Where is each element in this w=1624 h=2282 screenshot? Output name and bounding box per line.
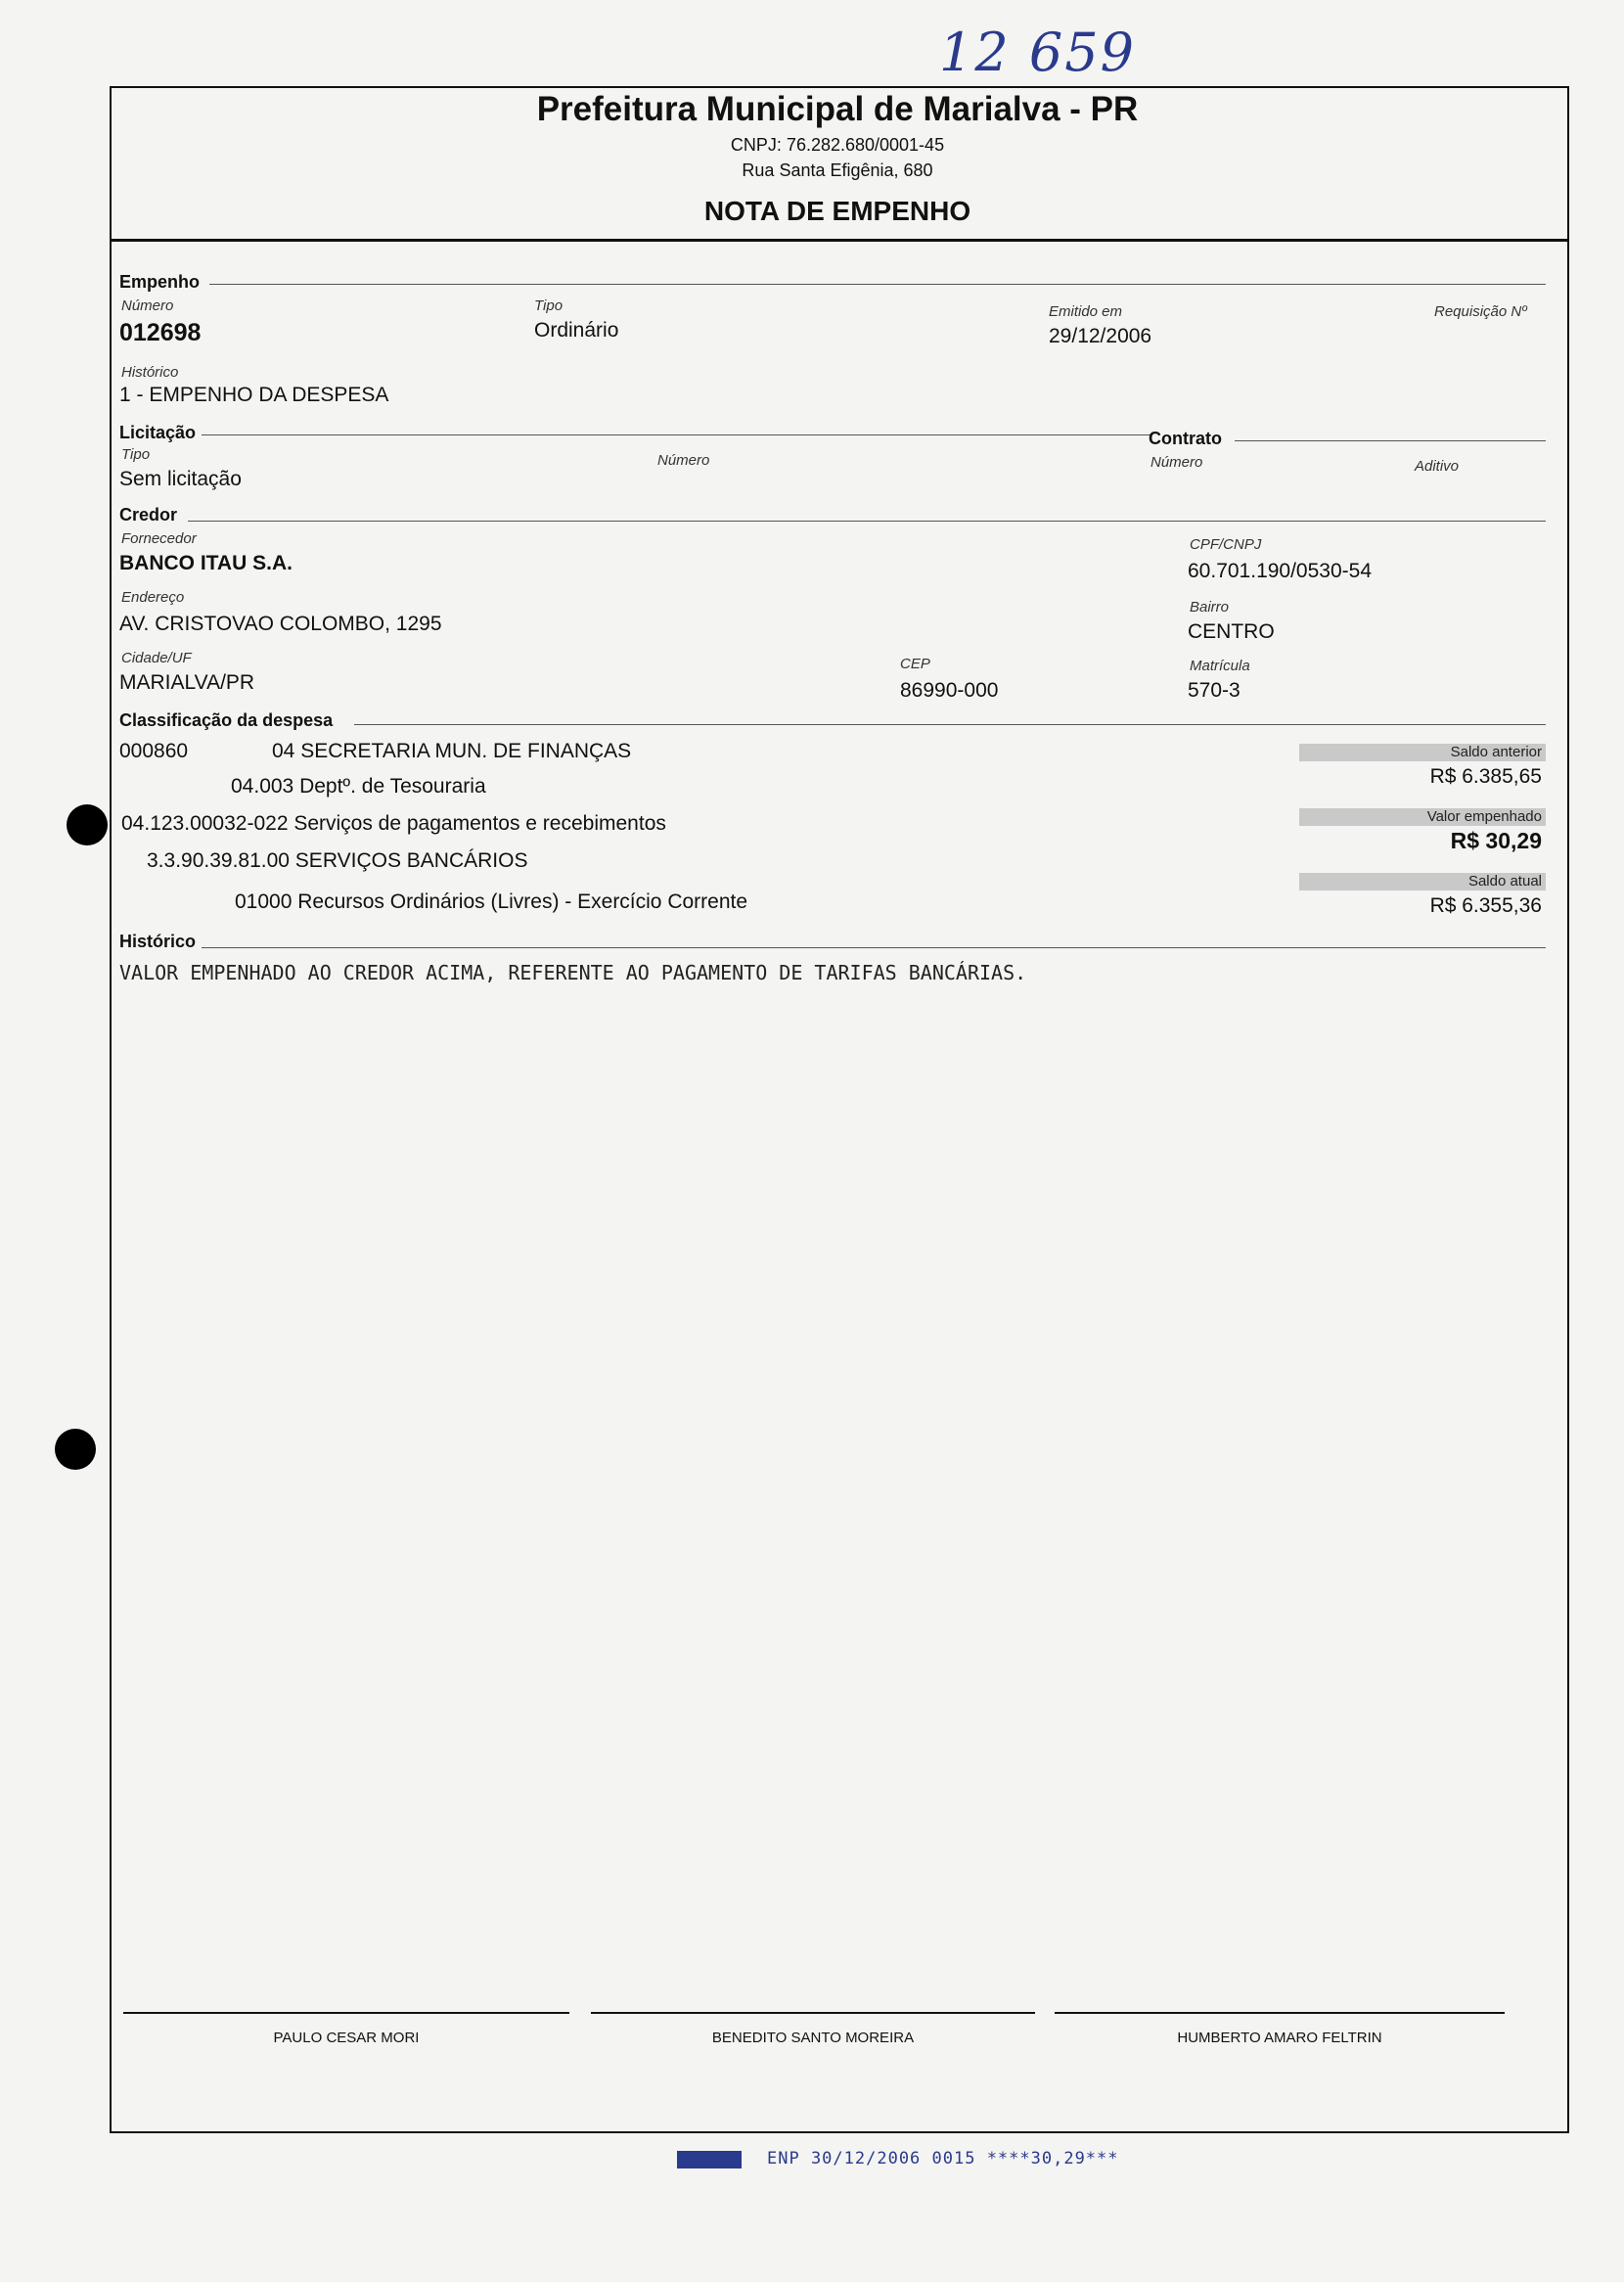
label-fornecedor: Fornecedor xyxy=(121,530,197,547)
label-aditivo: Aditivo xyxy=(1415,458,1460,475)
rule-credor xyxy=(188,521,1546,522)
binder-hole-bottom xyxy=(55,1429,96,1470)
class-elemento: 3.3.90.39.81.00 SERVIÇOS BANCÁRIOS xyxy=(147,849,528,872)
section-contrato: Contrato xyxy=(1149,429,1222,448)
saldo-anterior-value: R$ 6.385,65 xyxy=(1429,765,1542,788)
saldo-atual-value: R$ 6.355,36 xyxy=(1429,894,1542,917)
label-historico-empenho: Histórico xyxy=(121,364,179,381)
header-divider xyxy=(110,239,1567,242)
label-emitido: Emitido em xyxy=(1049,303,1123,320)
class-programa: 04.123.00032-022 Serviços de pagamentos e recebimentos xyxy=(121,812,666,835)
section-licitacao: Licitação xyxy=(119,423,197,442)
org-title: Prefeitura Municipal de Marialva - PR xyxy=(536,90,1139,128)
empenho-historico: 1 - EMPENHO DA DESPESA xyxy=(119,384,389,406)
rule-empenho xyxy=(209,284,1546,285)
saldo-atual-label: Saldo atual xyxy=(1299,873,1546,890)
credor-endereco: AV. CRISTOVAO COLOMBO, 1295 xyxy=(119,613,442,635)
signature-name-2: BENEDITO SANTO MOREIRA xyxy=(711,2030,915,2046)
section-historico: Histórico xyxy=(119,932,197,951)
credor-fornecedor: BANCO ITAU S.A. xyxy=(119,552,293,574)
valor-empenhado-label: Valor empenhado xyxy=(1299,808,1546,826)
valor-empenhado-value: R$ 30,29 xyxy=(1450,828,1542,853)
credor-bairro: CENTRO xyxy=(1188,620,1275,643)
label-endereco: Endereço xyxy=(121,589,185,606)
footer-stamp-mark xyxy=(677,2151,742,2168)
rule-licitacao xyxy=(202,434,1150,435)
label-bairro: Bairro xyxy=(1190,599,1230,616)
rule-classificacao xyxy=(354,724,1546,725)
label-requisicao: Requisição Nº xyxy=(1434,303,1527,320)
empenho-tipo: Ordinário xyxy=(534,319,619,342)
class-departamento: 04.003 Deptº. de Tesouraria xyxy=(231,775,486,798)
empenho-emitido: 29/12/2006 xyxy=(1049,325,1152,347)
label-matricula: Matrícula xyxy=(1190,658,1250,674)
label-numero: Número xyxy=(121,297,174,314)
document-title: NOTA DE EMPENHO xyxy=(703,196,971,226)
signature-line-1 xyxy=(123,2012,569,2014)
signature-line-3 xyxy=(1055,2012,1505,2014)
section-empenho: Empenho xyxy=(119,272,201,292)
credor-cep: 86990-000 xyxy=(900,679,999,702)
section-classificacao: Classificação da despesa xyxy=(119,710,334,730)
footer-stamp: ENP 30/12/2006 0015 ****30,29*** xyxy=(767,2149,1119,2168)
label-contrato-numero: Número xyxy=(1150,454,1203,471)
org-cnpj: CNPJ: 76.282.680/0001-45 xyxy=(730,135,945,155)
label-tipo: Tipo xyxy=(534,297,564,314)
handwritten-number: 12 659 xyxy=(939,22,1136,83)
credor-cidade: MARIALVA/PR xyxy=(119,671,255,694)
class-secretaria: 04 SECRETARIA MUN. DE FINANÇAS xyxy=(272,740,632,762)
binder-hole-top xyxy=(67,804,108,845)
licitacao-tipo: Sem licitação xyxy=(119,468,242,490)
label-cep: CEP xyxy=(900,656,930,672)
org-address: Rua Santa Efigênia, 680 xyxy=(742,160,933,180)
label-cpf: CPF/CNPJ xyxy=(1190,536,1262,553)
label-licitacao-tipo: Tipo xyxy=(121,446,151,463)
rule-historico xyxy=(202,947,1546,948)
class-code: 000860 xyxy=(119,740,189,762)
section-credor: Credor xyxy=(119,505,178,525)
rule-contrato xyxy=(1235,440,1546,441)
credor-matricula: 570-3 xyxy=(1188,679,1241,702)
label-cidade: Cidade/UF xyxy=(121,650,192,666)
class-recurso: 01000 Recursos Ordinários (Livres) - Exercício Corrente xyxy=(235,890,748,913)
label-licitacao-numero: Número xyxy=(657,452,710,469)
empenho-number: 012698 xyxy=(119,319,202,346)
historico-text: VALOR EMPENHADO AO CREDOR ACIMA, REFERENTE AO PAGAMENTO DE TARIFAS BANCÁRIAS. xyxy=(119,961,1027,984)
signature-name-1: PAULO CESAR MORI xyxy=(273,2030,420,2046)
signature-line-2 xyxy=(591,2012,1035,2014)
credor-cpf: 60.701.190/0530-54 xyxy=(1188,560,1373,582)
saldo-anterior-label: Saldo anterior xyxy=(1299,744,1546,761)
signature-name-3: HUMBERTO AMARO FELTRIN xyxy=(1177,2030,1382,2046)
